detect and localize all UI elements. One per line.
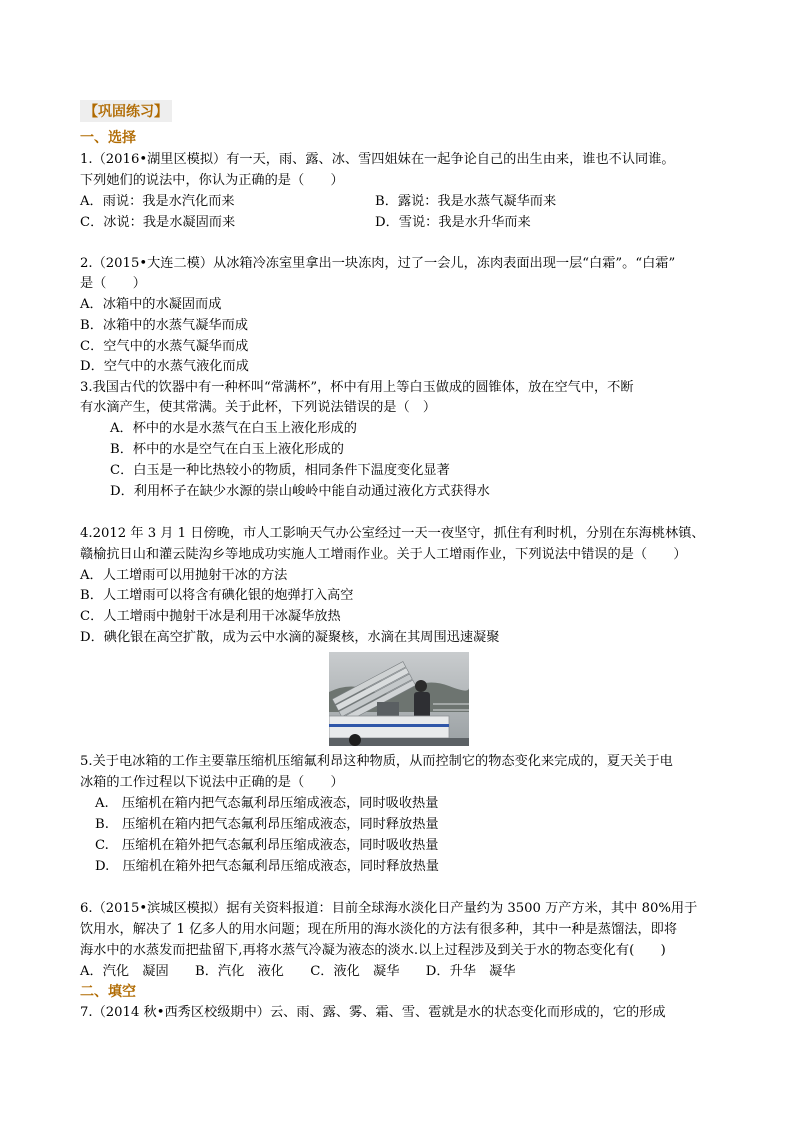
q1-option-a: A．雨说：我是水汽化而来 — [80, 194, 235, 209]
rain-enhancement-launcher-photo — [329, 652, 469, 746]
section-choice-heading: 一、选择 — [80, 130, 136, 146]
q1-option-b: B．露说：我是水蒸气凝华而来 — [375, 194, 557, 209]
q5-option-a: A. 压缩机在箱内把气态氟利昂压缩成液态，同时吸收热量 — [95, 796, 439, 811]
q3-option-c: C．白玉是一种比热较小的物质，相同条件下温度变化显著 — [110, 463, 450, 478]
q6-stem-line1: 6.（2015•滨城区模拟）据有关资料报道：目前全球海水淡化日产量约为 3500 万产方米，其中 80%用于 — [80, 901, 698, 916]
q7-stem-line1: 7.（2014 秋•西秀区校级期中）云、雨、露、雾、霜、雪、雹就是水的状态变化而形成的，它的形成 — [80, 1005, 666, 1020]
q2-option-a: A．冰箱中的水凝固而成 — [80, 297, 222, 312]
q3-option-b: B．杯中的水是空气在白玉上液化形成的 — [110, 442, 344, 457]
q4-option-a: A．人工增雨可以用抛射干冰的方法 — [80, 568, 288, 583]
q6-stem-line3: 海水中的水蒸发而把盐留下,再将水蒸气冷凝为液态的淡水.以上过程涉及到关于水的物态变化有( ) — [80, 943, 666, 958]
section-fill-heading: 二、填空 — [80, 984, 136, 1000]
q2-stem-line2: 是（ ） — [80, 276, 146, 291]
q3-stem-line2: 有水滴产生，使其常满。关于此杯，下列说法错误的是（ ） — [80, 400, 437, 415]
q1-stem-line2: 下列她们的说法中，你认为正确的是（ ） — [80, 173, 344, 188]
q5-stem-line1: 5.关于电冰箱的工作主要靠压缩机压缩氟利昂这种物质，从而控制它的物态变化来完成的，夏天关于电 — [80, 754, 673, 769]
q1-stem-line1: 1.（2016•湖里区模拟）有一天，雨、露、冰、雪四姐妹在一起争论自己的出生由来，谁也不认同谁。 — [80, 152, 675, 167]
q5-option-b: B. 压缩机在箱内把气态氟利昂压缩成液态，同时释放热量 — [95, 817, 439, 832]
q2-stem-line1: 2.（2015•大连二模）从冰箱冷冻室里拿出一块冻肉，过了一会儿，冻肉表面出现一层“白霜”。“白霜” — [80, 256, 676, 271]
q5-option-c: C. 压缩机在箱外把气态氟利昂压缩成液态，同时吸收热量 — [95, 838, 439, 853]
q2-option-b: B．冰箱中的水蒸气凝华而成 — [80, 318, 248, 333]
q1-option-d: D．雪说：我是水升华而来 — [375, 215, 531, 230]
q5-stem-line2: 冰箱的工作过程以下说法中正确的是（ ） — [80, 775, 344, 790]
q2-option-c: C．空气中的水蒸气凝华而成 — [80, 339, 249, 354]
q4-option-b: B．人工增雨可以将含有碘化银的炮弹打入高空 — [80, 588, 354, 603]
q3-option-a: A．杯中的水是水蒸气在白玉上液化形成的 — [110, 421, 357, 436]
q3-option-d: D．利用杯子在缺少水源的崇山峻岭中能自动通过液化方式获得水 — [110, 484, 490, 499]
q3-stem-line1: 3.我国古代的饮器中有一种杯叫“常满杯”，杯中有用上等白玉做成的圆锥体，放在空气中，不断 — [80, 380, 634, 395]
q4-option-d: D．碘化银在高空扩散，成为云中水滴的凝聚核，水滴在其周围迅速凝聚 — [80, 630, 500, 645]
q1-option-c: C．冰说：我是水凝固而来 — [80, 215, 236, 230]
q4-stem-line2: 赣榆抗日山和灌云陡沟乡等地成功实施人工增雨作业。关于人工增雨作业，下列说法中错误的是（ ） — [80, 547, 687, 562]
q6-options: A．汽化 凝固 B．汽化 液化 C．液化 凝华 D．升华 凝华 — [80, 964, 516, 979]
q4-stem-line1: 4.2012 年 3 月 1 日傍晚，市人工影响天气办公室经过一天一夜坚守，抓住有利时机，分别在东海桃林镇、 — [80, 526, 705, 541]
q2-option-d: D．空气中的水蒸气液化而成 — [80, 359, 249, 374]
q4-option-c: C．人工增雨中抛射干冰是利用干冰凝华放热 — [80, 609, 341, 624]
q5-option-d: D. 压缩机在箱外把气态氟利昂压缩成液态，同时释放热量 — [95, 859, 439, 874]
header-tag: 【巩固练习】 — [80, 100, 172, 122]
q6-stem-line2: 饮用水，解决了 1 亿多人的用水问题；现在所用的海水淡化的方法有很多种，其中一种是蒸馏法，即将 — [80, 922, 678, 937]
